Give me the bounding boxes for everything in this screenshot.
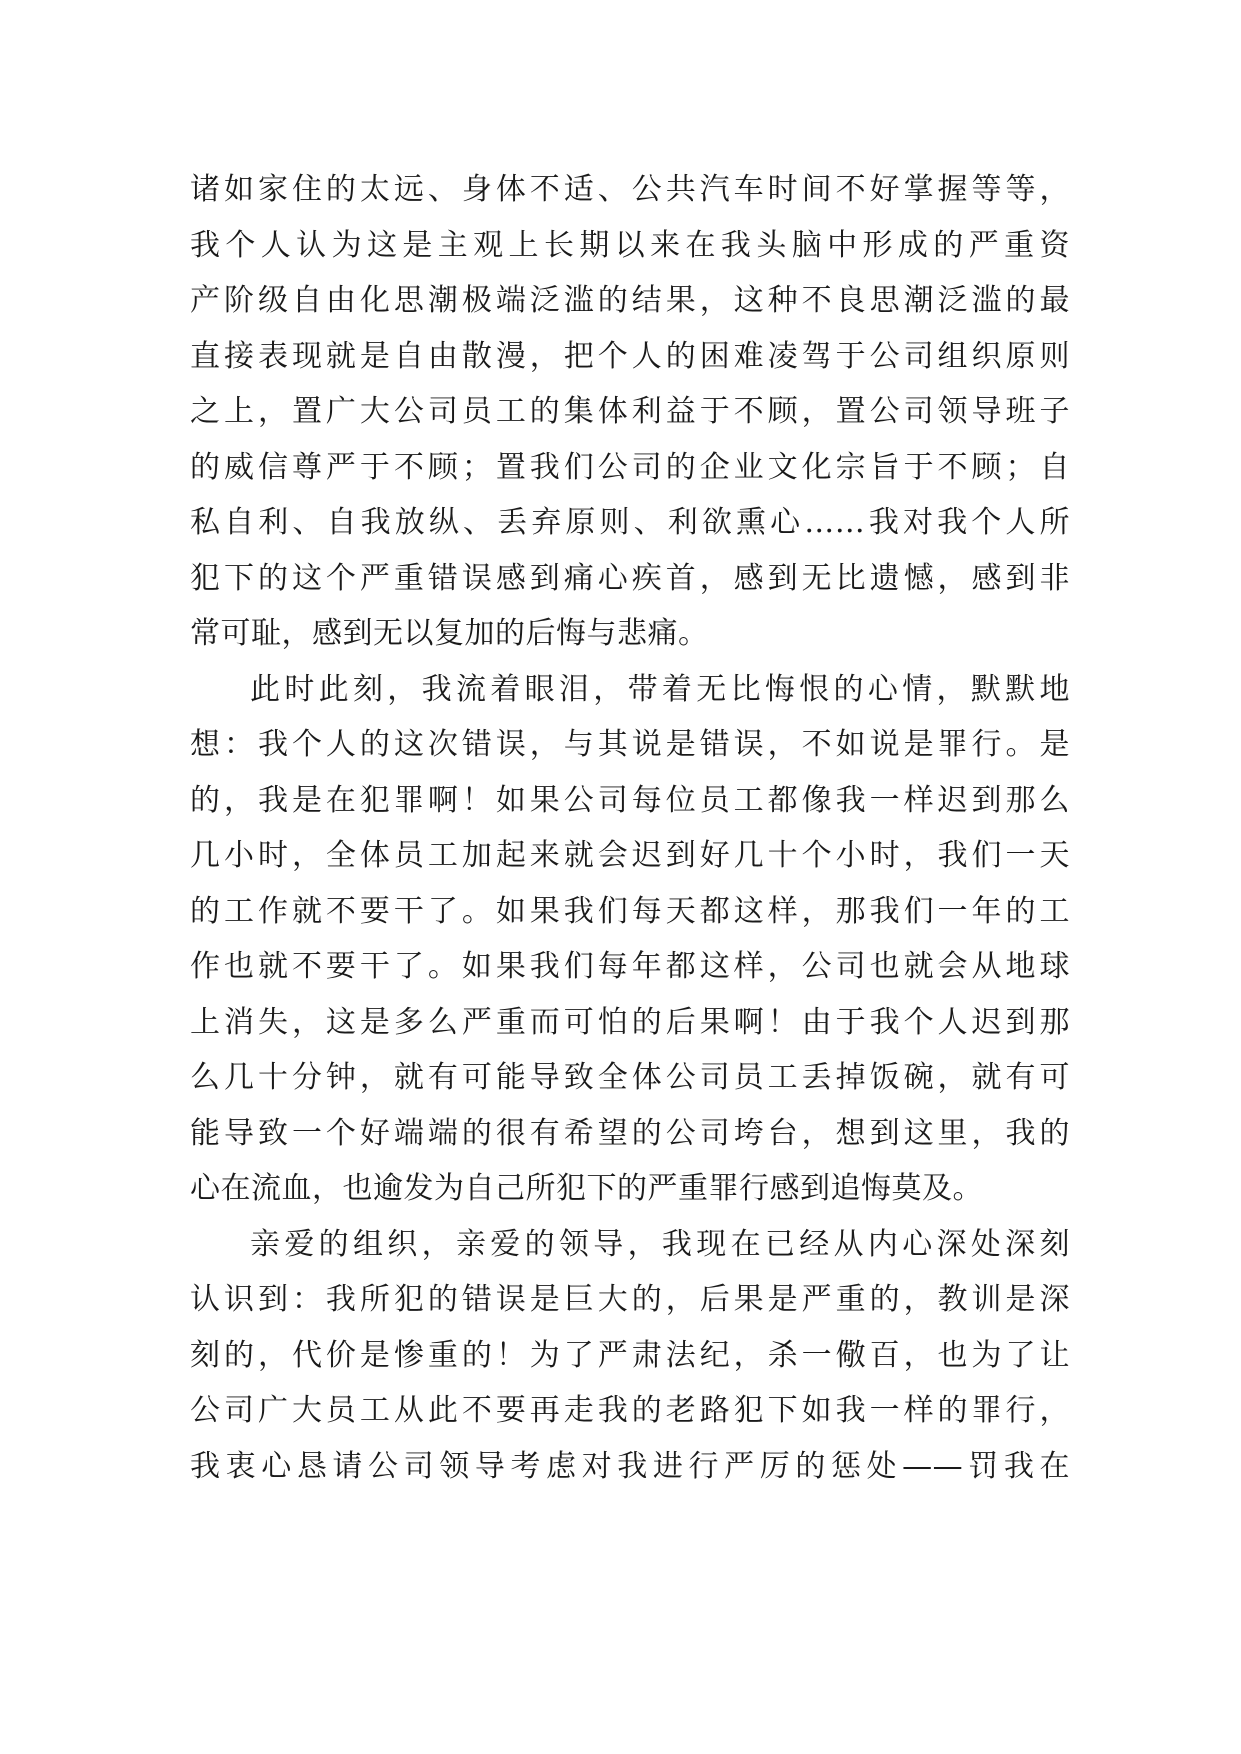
text-line: 想：我个人的这次错误，与其说是错误，不如说是罪行。是 xyxy=(190,727,1070,762)
text-line: 刻的，代价是惨重的！为了严肃法纪，杀一儆百，也为了让 xyxy=(190,1337,1070,1373)
text-line: 能导致一个好端端的很有希望的公司垮台，想到这里，我的 xyxy=(190,1115,1070,1151)
body-text xyxy=(190,162,1070,1494)
text-line: 直接表现就是自由散漫，把个人的困难凌驾于公司组织原则 xyxy=(190,338,1070,374)
text-line: 的工作就不要干了。如果我们每天都这样，那我们一年的工 xyxy=(190,893,1070,929)
text-line: 我衷心恳请公司领导考虑对我进行严厉的惩处——罚我在 xyxy=(190,1448,1070,1484)
text-line: 的，我是在犯罪啊！如果公司每位员工都像我一样迟到那么 xyxy=(190,782,1070,818)
text-line: 此时此刻，我流着眼泪，带着无比悔恨的心情，默默地 xyxy=(250,671,1070,707)
text-line: 的威信尊严于不顾；置我们公司的企业文化宗旨于不顾；自 xyxy=(190,449,1070,485)
text-line: 上消失，这是多么严重而可怕的后果啊！由于我个人迟到那 xyxy=(190,1004,1070,1040)
text-line: 产阶级自由化思潮极端泛滥的结果，这种不良思潮泛滥的最 xyxy=(190,283,1070,318)
text-line: 认识到：我所犯的错误是巨大的，后果是严重的，教训是深 xyxy=(190,1282,1070,1317)
text-line: 私自利、自我放纵、丢弃原则、利欲熏心……我对我个人所 xyxy=(190,505,1070,540)
text-line: 犯下的这个严重错误感到痛心疾首，感到无比遗憾，感到非 xyxy=(190,560,1070,596)
text-line: 么几十分钟，就有可能导致全体公司员工丢掉饭碗，就有可 xyxy=(190,1060,1070,1095)
text-line: 之上，置广大公司员工的集体利益于不顾，置公司领导班子 xyxy=(190,394,1070,429)
text-line: 心在流血，也逾发为自己所犯下的严重罪行感到追悔莫及。 xyxy=(190,1171,983,1206)
text-line: 常可耻，感到无以复加的后悔与悲痛。 xyxy=(190,616,709,651)
text-line: 诸如家住的太远、身体不适、公共汽车时间不好掌握等等， xyxy=(190,172,1070,207)
text-line: 亲爱的组织，亲爱的领导，我现在已经从内心深处深刻 xyxy=(250,1226,1070,1262)
text-line: 作也就不要干了。如果我们每年都这样，公司也就会从地球 xyxy=(190,949,1070,984)
text-line: 几小时，全体员工加起来就会迟到好几十个小时，我们一天 xyxy=(190,838,1070,873)
text-line: 公司广大员工从此不要再走我的老路犯下如我一样的罪行， xyxy=(190,1393,1070,1428)
text-line: 我个人认为这是主观上长期以来在我头脑中形成的严重资 xyxy=(190,227,1070,263)
